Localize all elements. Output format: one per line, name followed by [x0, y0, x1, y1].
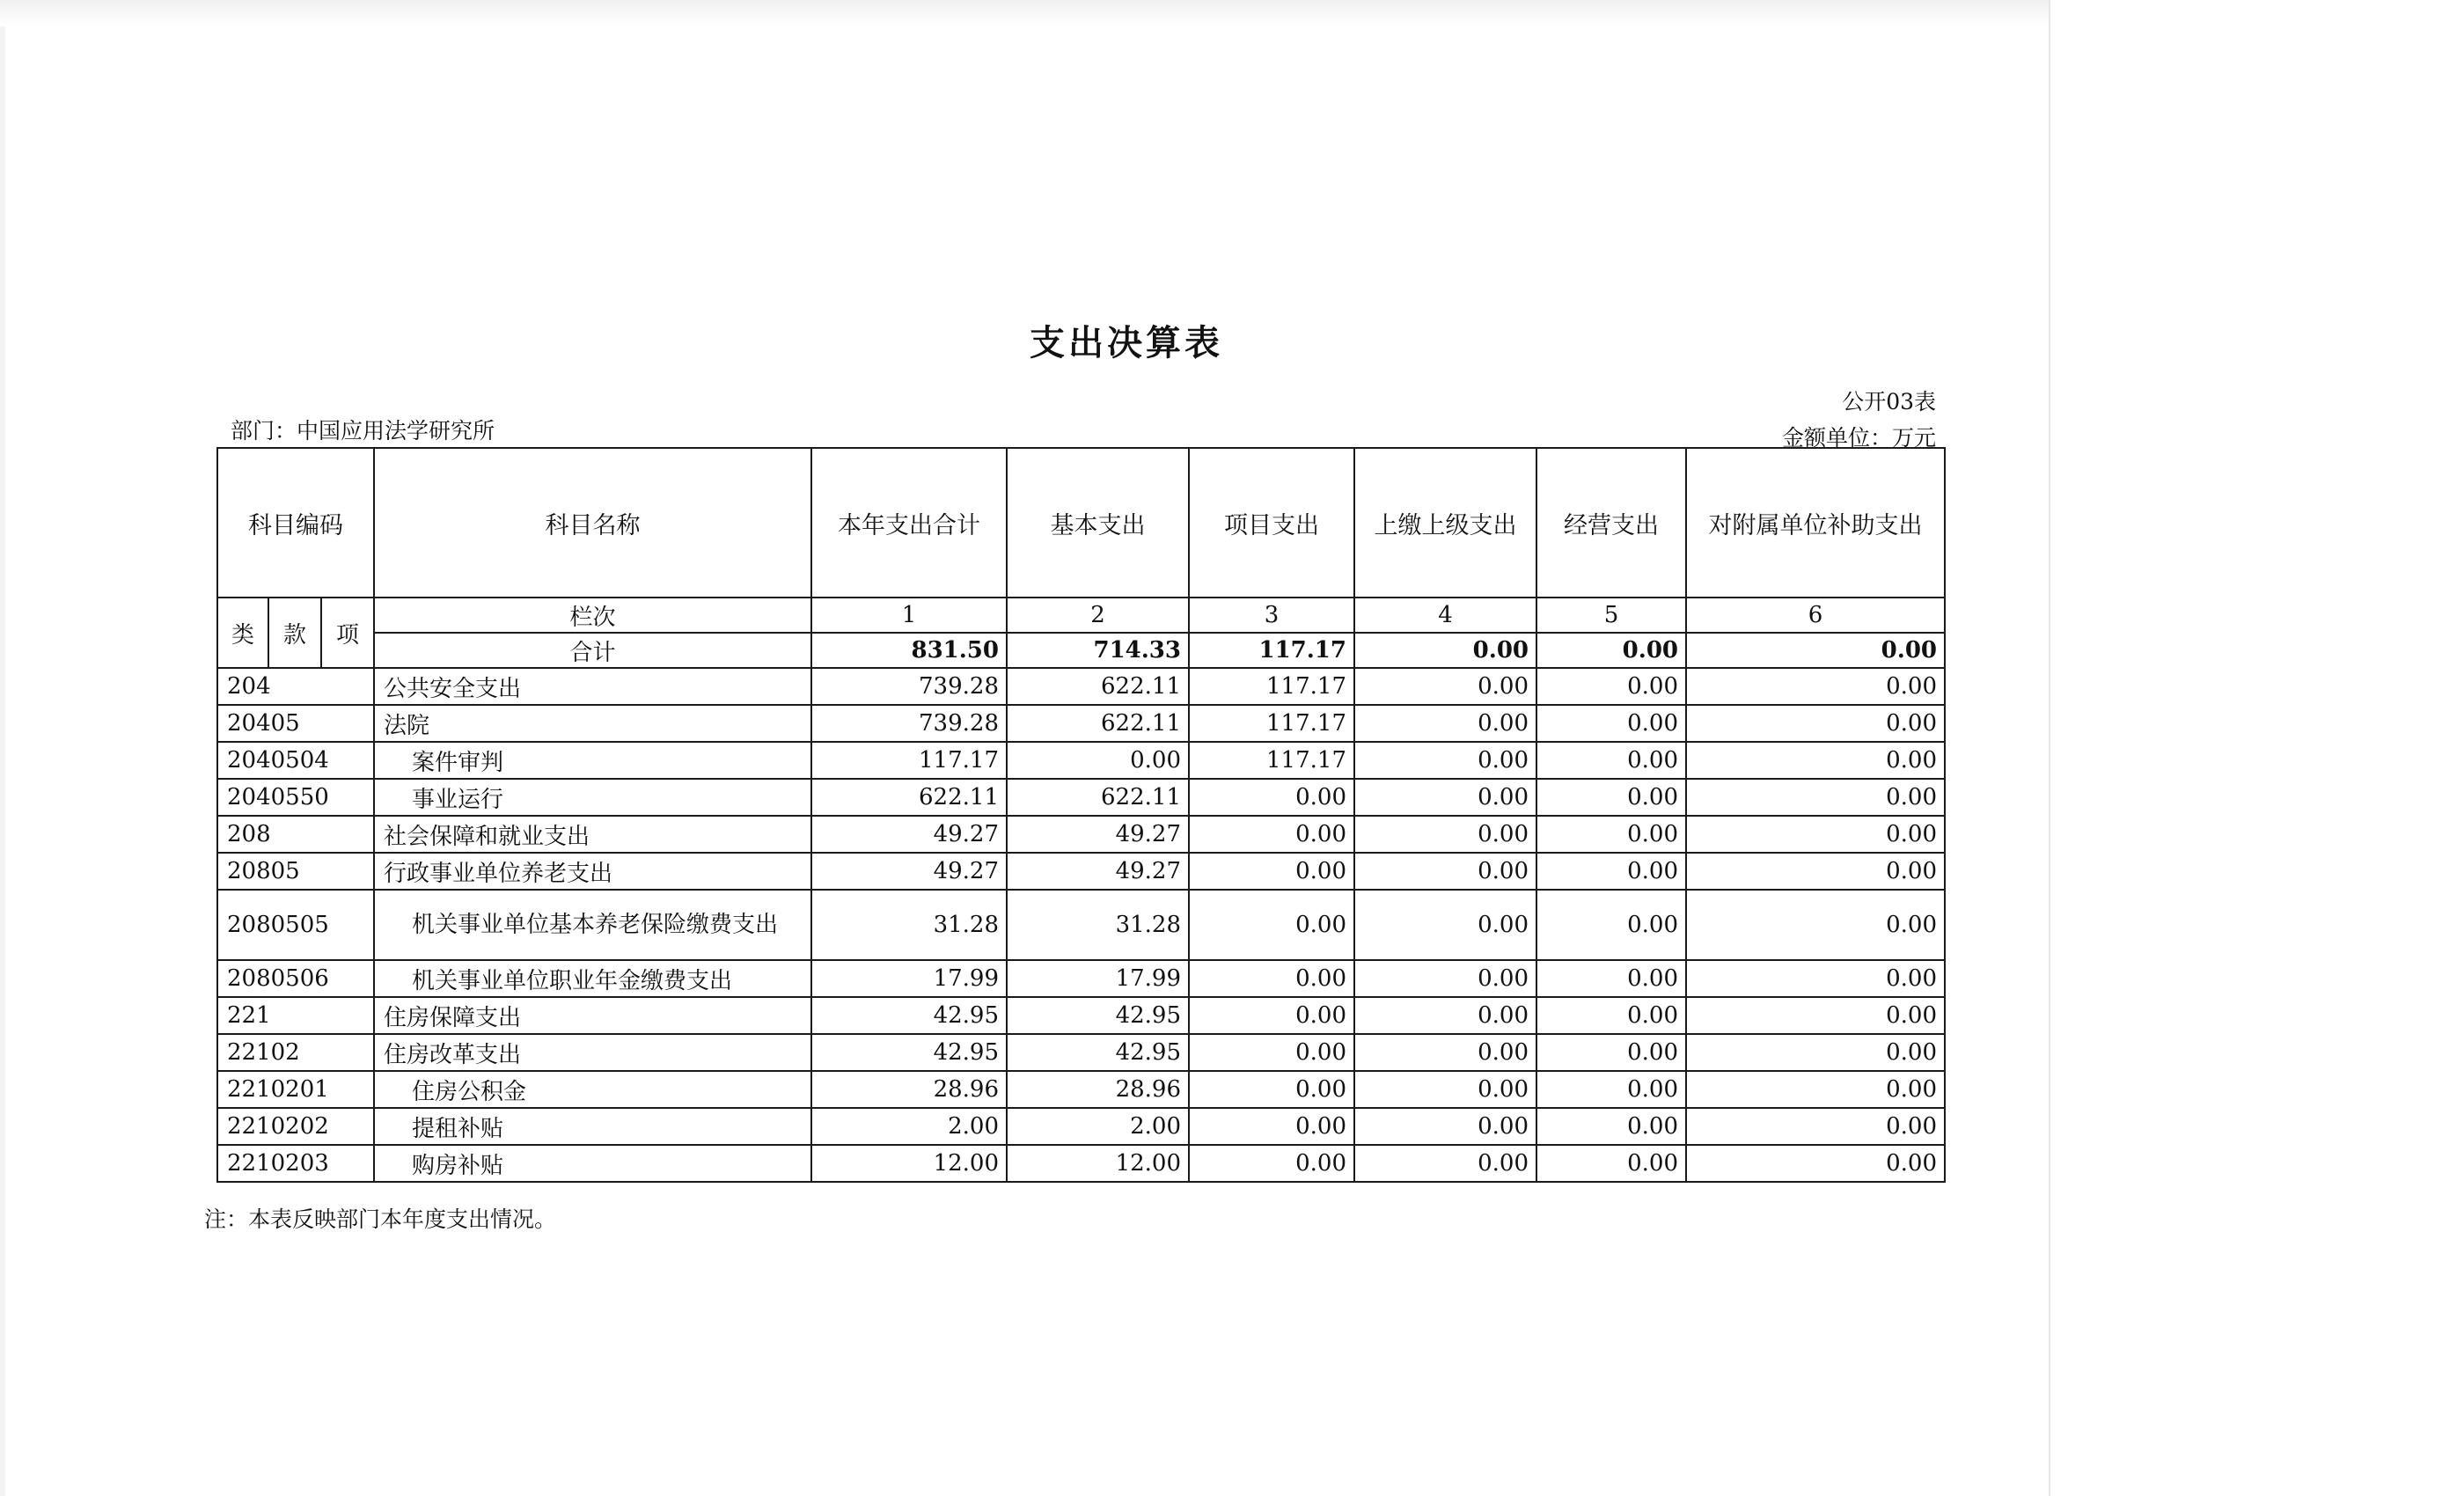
row-v3: 117.17 — [1189, 668, 1354, 705]
row-name: 住房公积金 — [374, 1071, 811, 1108]
total-label: 合计 — [374, 633, 811, 668]
row-v1: 49.27 — [811, 816, 1007, 853]
table-row — [217, 742, 1945, 779]
row-v4: 0.00 — [1354, 997, 1536, 1034]
row-v6: 0.00 — [1686, 853, 1945, 890]
row-v1: 739.28 — [811, 668, 1007, 705]
row-v1: 42.95 — [811, 997, 1007, 1034]
total-v3: 117.17 — [1189, 633, 1354, 668]
row-name: 购房补贴 — [374, 1145, 811, 1182]
row-code: 2040504 — [217, 742, 374, 779]
row-v5: 0.00 — [1536, 1108, 1686, 1145]
row-v3: 0.00 — [1189, 1108, 1354, 1145]
row-v5: 0.00 — [1536, 997, 1686, 1034]
scan-edge — [0, 0, 5, 1496]
row-v1: 739.28 — [811, 705, 1007, 742]
row-name: 案件审判 — [374, 742, 811, 779]
row-code: 20405 — [217, 705, 374, 742]
row-name: 法院 — [374, 705, 811, 742]
row-v4: 0.00 — [1354, 668, 1536, 705]
table-row — [217, 1034, 1945, 1071]
page-title: 支出决算表 — [1030, 322, 1223, 363]
scan-right-margin — [2049, 0, 2464, 1496]
header-col5: 经营支出 — [1536, 448, 1686, 598]
header-col4: 上缴上级支出 — [1354, 448, 1536, 598]
row-v5: 0.00 — [1536, 742, 1686, 779]
row-name: 住房改革支出 — [374, 1034, 811, 1071]
table-row — [217, 997, 1945, 1034]
table-row — [217, 705, 1945, 742]
row-v3: 0.00 — [1189, 816, 1354, 853]
row-code: 2210201 — [217, 1071, 374, 1108]
row-v4: 0.00 — [1354, 1145, 1536, 1182]
header-name: 科目名称 — [374, 448, 811, 598]
row-v6: 0.00 — [1686, 1145, 1945, 1182]
row-v3: 0.00 — [1189, 890, 1354, 960]
row-v6: 0.00 — [1686, 816, 1945, 853]
total-v5: 0.00 — [1536, 633, 1686, 668]
lanci-label: 栏次 — [374, 598, 811, 633]
row-v6: 0.00 — [1686, 1071, 1945, 1108]
row-v4: 0.00 — [1354, 742, 1536, 779]
row-v3: 0.00 — [1189, 1145, 1354, 1182]
expenditure-table — [216, 447, 1946, 1183]
row-v4: 0.00 — [1354, 1071, 1536, 1108]
row-name: 社会保障和就业支出 — [374, 816, 811, 853]
table-row — [217, 668, 1945, 705]
header-col2: 基本支出 — [1007, 448, 1189, 598]
row-v4: 0.00 — [1354, 705, 1536, 742]
row-v6: 0.00 — [1686, 1034, 1945, 1071]
row-v2: 622.11 — [1007, 668, 1189, 705]
row-v2: 17.99 — [1007, 960, 1189, 997]
table-row — [217, 890, 1945, 960]
row-v2: 12.00 — [1007, 1145, 1189, 1182]
row-v5: 0.00 — [1536, 890, 1686, 960]
table-row — [217, 853, 1945, 890]
row-v6: 0.00 — [1686, 705, 1945, 742]
amount-unit-label: 金额单位：万元 — [1781, 425, 1936, 451]
row-v6: 0.00 — [1686, 668, 1945, 705]
row-v3: 0.00 — [1189, 779, 1354, 816]
header-xiang: 项 — [321, 598, 374, 668]
table-row — [217, 1108, 1945, 1145]
row-v6: 0.00 — [1686, 1108, 1945, 1145]
lanci-4: 4 — [1354, 598, 1536, 633]
row-code: 2210202 — [217, 1108, 374, 1145]
table-note: 注：本表反映部门本年度支出情况。 — [204, 1206, 557, 1232]
row-v5: 0.00 — [1536, 779, 1686, 816]
row-v4: 0.00 — [1354, 779, 1536, 816]
table-row — [217, 779, 1945, 816]
row-name-text: 机关事业单位基本养老保险缴费支出 — [412, 911, 779, 938]
row-v3: 0.00 — [1189, 853, 1354, 890]
header-code: 科目编码 — [217, 448, 374, 598]
row-v4: 0.00 — [1354, 853, 1536, 890]
row-v2: 28.96 — [1007, 1071, 1189, 1108]
row-v4: 0.00 — [1354, 816, 1536, 853]
total-v6: 0.00 — [1686, 633, 1945, 668]
lanci-2: 2 — [1007, 598, 1189, 633]
row-code: 204 — [217, 668, 374, 705]
row-v2: 31.28 — [1007, 890, 1189, 960]
row-v1: 622.11 — [811, 779, 1007, 816]
table-row — [217, 1071, 1945, 1108]
row-v1: 49.27 — [811, 853, 1007, 890]
row-v3: 0.00 — [1189, 1071, 1354, 1108]
row-v4: 0.00 — [1354, 1034, 1536, 1071]
total-row — [217, 633, 1945, 668]
row-code: 2080505 — [217, 890, 374, 960]
row-v3: 0.00 — [1189, 960, 1354, 997]
row-v5: 0.00 — [1536, 1034, 1686, 1071]
table-row — [217, 960, 1945, 997]
scan-top-shadow — [0, 0, 2049, 26]
header-kuan: 款 — [268, 598, 321, 668]
department-label: 部门：中国应用法学研究所 — [231, 418, 495, 444]
row-code: 221 — [217, 997, 374, 1034]
row-v6: 0.00 — [1686, 997, 1945, 1034]
form-number: 公开03表 — [1842, 389, 1936, 414]
lanci-row — [217, 598, 1945, 633]
lanci-6: 6 — [1686, 598, 1945, 633]
table-row — [217, 1145, 1945, 1182]
header-col6: 对附属单位补助支出 — [1686, 448, 1945, 598]
header-col3: 项目支出 — [1189, 448, 1354, 598]
row-code: 22102 — [217, 1034, 374, 1071]
row-v3: 0.00 — [1189, 997, 1354, 1034]
row-v6: 0.00 — [1686, 779, 1945, 816]
row-v5: 0.00 — [1536, 668, 1686, 705]
row-v3: 117.17 — [1189, 705, 1354, 742]
row-code: 2040550 — [217, 779, 374, 816]
row-v2: 49.27 — [1007, 853, 1189, 890]
row-v2: 42.95 — [1007, 997, 1189, 1034]
row-name: 事业运行 — [374, 779, 811, 816]
lanci-5: 5 — [1536, 598, 1686, 633]
table-header-row — [217, 448, 1945, 598]
row-name: 行政事业单位养老支出 — [374, 853, 811, 890]
row-v5: 0.00 — [1536, 1071, 1686, 1108]
row-v1: 42.95 — [811, 1034, 1007, 1071]
row-v2: 42.95 — [1007, 1034, 1189, 1071]
row-name: 机关事业单位职业年金缴费支出 — [374, 960, 811, 997]
row-v3: 0.00 — [1189, 1034, 1354, 1071]
row-v5: 0.00 — [1536, 816, 1686, 853]
row-v5: 0.00 — [1536, 960, 1686, 997]
header-col1: 本年支出合计 — [811, 448, 1007, 598]
lanci-3: 3 — [1189, 598, 1354, 633]
row-v1: 117.17 — [811, 742, 1007, 779]
row-code: 2080506 — [217, 960, 374, 997]
total-v4: 0.00 — [1354, 633, 1536, 668]
row-v6: 0.00 — [1686, 960, 1945, 997]
row-v2: 0.00 — [1007, 742, 1189, 779]
row-name — [374, 890, 811, 960]
row-v1: 31.28 — [811, 890, 1007, 960]
row-v5: 0.00 — [1536, 1145, 1686, 1182]
row-v1: 12.00 — [811, 1145, 1007, 1182]
row-v6: 0.00 — [1686, 742, 1945, 779]
row-name: 公共安全支出 — [374, 668, 811, 705]
row-name: 提租补贴 — [374, 1108, 811, 1145]
row-code: 208 — [217, 816, 374, 853]
row-v2: 622.11 — [1007, 705, 1189, 742]
row-v5: 0.00 — [1536, 853, 1686, 890]
table-row — [217, 816, 1945, 853]
row-name: 住房保障支出 — [374, 997, 811, 1034]
row-v2: 622.11 — [1007, 779, 1189, 816]
row-v6: 0.00 — [1686, 890, 1945, 960]
row-code: 2210203 — [217, 1145, 374, 1182]
row-v3: 117.17 — [1189, 742, 1354, 779]
row-v5: 0.00 — [1536, 705, 1686, 742]
lanci-1: 1 — [811, 598, 1007, 633]
row-v1: 2.00 — [811, 1108, 1007, 1145]
row-code: 20805 — [217, 853, 374, 890]
total-v1: 831.50 — [811, 633, 1007, 668]
row-v1: 28.96 — [811, 1071, 1007, 1108]
row-v4: 0.00 — [1354, 960, 1536, 997]
row-v2: 49.27 — [1007, 816, 1189, 853]
row-v2: 2.00 — [1007, 1108, 1189, 1145]
total-v2: 714.33 — [1007, 633, 1189, 668]
row-v1: 17.99 — [811, 960, 1007, 997]
header-lei: 类 — [217, 598, 268, 668]
row-v4: 0.00 — [1354, 1108, 1536, 1145]
row-v4: 0.00 — [1354, 890, 1536, 960]
